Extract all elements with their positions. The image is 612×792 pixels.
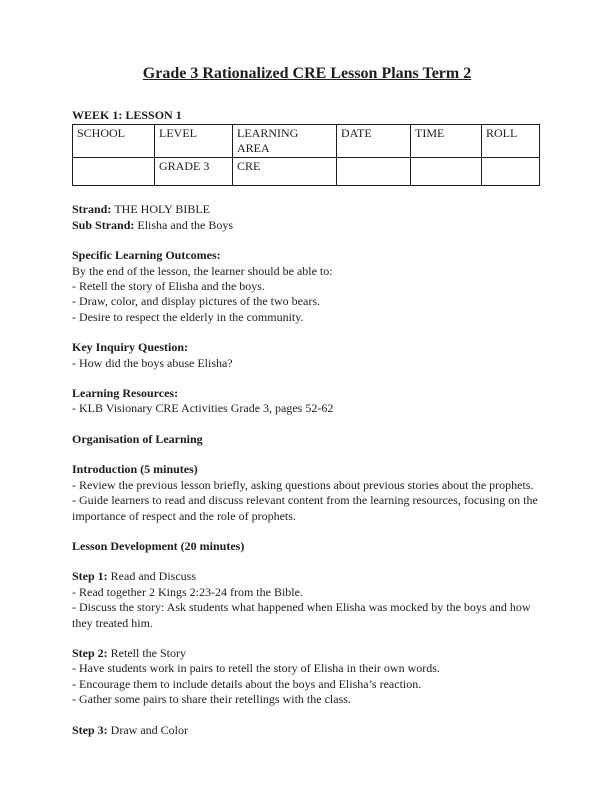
resources-heading: Learning Resources: <box>72 386 179 401</box>
introduction-item: - Guide learners to read and discuss relevant content from the learning resources, focusing on the importance of respect and the role of prophets. <box>72 493 538 523</box>
outcomes-heading: Specific Learning Outcomes: <box>72 248 221 263</box>
key-inquiry-section <box>72 340 542 371</box>
week-lesson-heading: WEEK 1: LESSON 1 <box>72 108 182 122</box>
resources-item: - KLB Visionary CRE Activities Grade 3, pages 52-62 <box>72 401 334 416</box>
table-cell-level: GRADE 3 <box>155 158 233 186</box>
step-2-item: - Have students work in pairs to retell the story of Elisha in their own words. <box>72 661 440 676</box>
lesson-development-heading: Lesson Development (20 minutes) <box>72 538 245 553</box>
step-2-title: Retell the Story <box>110 645 186 660</box>
step-1-heading <box>72 569 542 584</box>
table-cell-school <box>73 158 155 186</box>
sub-strand-line <box>72 218 542 233</box>
key-inquiry-item: - How did the boys abuse Elisha? <box>72 355 233 370</box>
outcome-item: - Desire to respect the elderly in the community. <box>72 309 304 324</box>
outcome-item: - Retell the story of Elisha and the boys. <box>72 279 265 294</box>
introduction-section <box>72 462 542 524</box>
introduction-item: - Review the previous lesson briefly, asking questions about previous stories about the prophets. <box>72 477 534 492</box>
table-row <box>73 158 540 186</box>
table-cell-learning-area: CRE <box>233 158 337 186</box>
sub-strand-label: Sub Strand: <box>72 217 135 232</box>
table-header-learning-area: LEARNING AREA <box>233 125 337 158</box>
strand-value: THE HOLY BIBLE <box>114 202 211 217</box>
step-3-title: Draw and Color <box>110 722 188 737</box>
step-3-section <box>72 723 542 738</box>
step-2-item: - Encourage them to include details about the boys and Elisha’s reaction. <box>72 676 422 691</box>
step-2-label: Step 2: <box>72 645 108 660</box>
step-1-section <box>72 569 542 631</box>
introduction-heading: Introduction (5 minutes) <box>72 462 198 477</box>
outcome-item: - Draw, color, and display pictures of the two bears. <box>72 294 320 309</box>
sub-strand-value: Elisha and the Boys <box>137 217 234 232</box>
step-1-label: Step 1: <box>72 569 108 584</box>
table-cell-date <box>337 158 411 186</box>
strand-label: Strand: <box>72 202 112 217</box>
organisation-heading: Organisation of Learning <box>72 431 203 446</box>
lesson-info-table <box>72 124 540 186</box>
table-cell-roll <box>482 158 540 186</box>
table-header-school: SCHOOL <box>73 125 155 158</box>
table-header-level: LEVEL <box>155 125 233 158</box>
key-inquiry-heading: Key Inquiry Question: <box>72 340 189 355</box>
learning-outcomes-section <box>72 248 542 325</box>
outcomes-intro: By the end of the lesson, the learner should be able to: <box>72 263 333 278</box>
step-3-label: Step 3: <box>72 722 108 737</box>
organisation-section <box>72 432 542 447</box>
step-3-heading <box>72 723 542 738</box>
step-2-item: - Gather some pairs to share their retellings with the class. <box>72 692 351 707</box>
table-header-date: DATE <box>337 125 411 158</box>
step-2-section <box>72 646 542 708</box>
step-1-title: Read and Discuss <box>110 569 196 584</box>
step-1-item: - Read together 2 Kings 2:23-24 from the Bible. <box>72 584 303 599</box>
step-2-heading <box>72 646 542 661</box>
strand-section <box>72 202 542 233</box>
table-header-roll: ROLL <box>482 125 540 158</box>
table-header-row <box>73 125 540 158</box>
page-title: Grade 3 Rationalized CRE Lesson Plans Term 2 <box>142 65 472 82</box>
step-1-item: - Discuss the story: Ask students what happened when Elisha was mocked by the boys and how they treated him. <box>72 600 531 630</box>
table-cell-time <box>411 158 482 186</box>
lesson-development-section <box>72 539 542 554</box>
table-header-time: TIME <box>411 125 482 158</box>
strand-line <box>72 202 542 217</box>
learning-resources-section <box>72 386 542 417</box>
